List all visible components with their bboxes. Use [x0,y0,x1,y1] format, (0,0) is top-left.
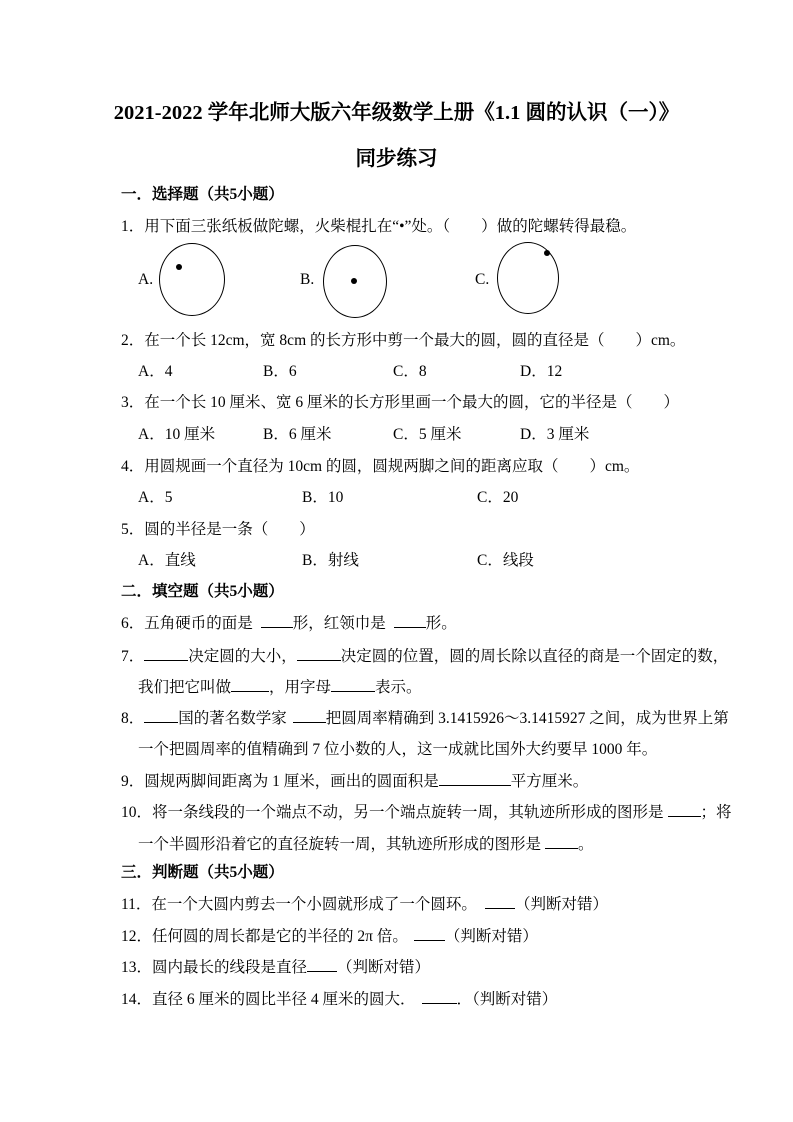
answer-blank [307,956,337,972]
question-7-line2 [138,676,422,698]
circle-c [497,242,559,314]
answer-blank [545,833,578,849]
question-12 [121,925,538,947]
judge-suffix: （判断对错） [444,928,538,945]
circle-a [159,243,225,316]
document-title-line2: 同步练习 [355,148,438,170]
question-6 [121,612,457,634]
option-c: C．5 厘米 [393,426,462,443]
question-8-line1 [121,707,729,729]
option-b: B．射线 [302,552,359,569]
question-3-options [0,424,793,446]
question-2-options [0,361,793,383]
question-text: 表示。 [375,679,422,696]
answer-blank [394,612,426,628]
circle-b-dot [351,278,357,284]
document-title-line1: 2021-2022 学年北师大版六年级数学上册《1.1 圆的认识（一）》 [113,102,680,124]
section-2-heading: 二．填空题（共5小题） [121,583,284,600]
question-4-text: 4．用圆规画一个直径为 10cm 的圆，圆规两脚之间的距离应取（ ）cm。 [121,458,640,475]
answer-blank [144,645,188,661]
question-text: 9．圆规两脚间距离为 1 厘米，画出的圆面积是 [121,773,439,790]
option-b: B．6 [263,363,297,380]
circle-b [323,245,387,318]
question-10-line2 [138,833,594,855]
question-4-options [0,487,793,509]
option-d: D．3 厘米 [520,426,590,443]
question-text: 12．任何圆的周长都是它的半径的 2π 倍。 [121,928,408,945]
answer-blank [231,676,269,692]
answer-blank [422,988,457,1004]
question-3-text: 3．在一个长 10 厘米、宽 6 厘米的长方形里画一个最大的圆，它的半径是（ ） [121,394,680,411]
circle-c-dot [544,250,550,256]
question-text: 10．将一条线段的一个端点不动，另一个端点旋转一周，其轨迹所形成的图形是 [121,804,664,821]
option-a: A．5 [138,489,173,506]
circle-a-dot [176,264,182,270]
option-c: C．线段 [477,552,534,569]
question-2-text: 2．在一个长 12cm，宽 8cm 的长方形中剪一个最大的圆，圆的直径是（ ）cm。 [121,332,686,349]
judge-suffix: （判断对错） [337,959,431,976]
answer-blank [261,612,293,628]
question-text: 13．圆内最长的线段是直径 [121,959,308,976]
question-text: 14．直径 6 厘米的圆比半径 4 厘米的圆大． [121,991,416,1008]
figure-b-label: B. [300,271,315,288]
question-text: 8． [121,710,145,727]
figure-c-label: C. [475,271,490,288]
answer-blank [485,893,515,909]
question-9 [121,770,588,792]
question-7-line1 [121,645,728,667]
figure-a-label: A. [138,271,154,288]
section-3-heading: 三．判断题（共5小题） [121,864,284,881]
question-1-figures [0,242,793,322]
answer-blank [331,676,375,692]
section-1-heading: 一．选择题（共5小题） [121,186,284,203]
question-11 [121,893,608,915]
question-5-options [0,550,793,572]
option-a: A．直线 [138,552,196,569]
answer-blank [668,801,701,817]
question-text: ；将 [700,804,732,821]
question-text: 7． [121,648,145,665]
question-text: 把圆周率精确到 3.1415926～3.1415927 之间，成为世界上第 [325,710,729,727]
option-a: A．4 [138,363,173,380]
question-text: 11．在一个大圆内剪去一个小圆就形成了一个圆环。 [121,896,477,913]
option-a: A．10 厘米 [138,426,216,443]
question-text: 。 [578,836,594,853]
question-5-text: 5．圆的半径是一条（ ） [121,521,315,538]
question-text: 决定圆的位置，圆的周长除以直径的商是一个固定的数， [340,648,729,665]
question-text: 国的著名数学家 [178,710,287,727]
question-8-line2: 一个把圆周率的值精确到 7 位小数的人，这一成就比国外大约要早 1000 年。 [138,741,658,758]
option-c: C．8 [393,363,427,380]
option-c: C．20 [477,489,519,506]
answer-blank [439,770,511,786]
question-text: 平方厘米。 [510,773,589,790]
question-text: 决定圆的大小， [188,648,297,665]
question-10-line1 [121,801,732,823]
question-text: 我们把它叫做 [138,679,232,696]
judge-suffix: ．（判断对错） [456,991,558,1008]
option-b: B．10 [302,489,344,506]
question-text: 形。 [425,615,457,632]
option-d: D．12 [520,363,563,380]
question-13 [121,956,430,978]
question-text: 6．五角硬币的面是 [121,615,253,632]
answer-blank [297,645,341,661]
answer-blank [414,925,445,941]
answer-blank [293,707,326,723]
answer-blank [144,707,178,723]
question-1-text: 1．用下面三张纸板做陀螺，火柴棍扎在“•”处。（ ）做的陀螺转得最稳。 [121,218,637,235]
judge-suffix: （判断对错） [514,896,608,913]
option-b: B．6 厘米 [263,426,332,443]
question-14 [121,988,557,1010]
question-text: ，用字母 [269,679,332,696]
question-text: 一个半圆形沿着它的直径旋转一周，其轨迹所形成的图形是 [138,836,542,853]
question-text: 形，红领巾是 [292,615,386,632]
